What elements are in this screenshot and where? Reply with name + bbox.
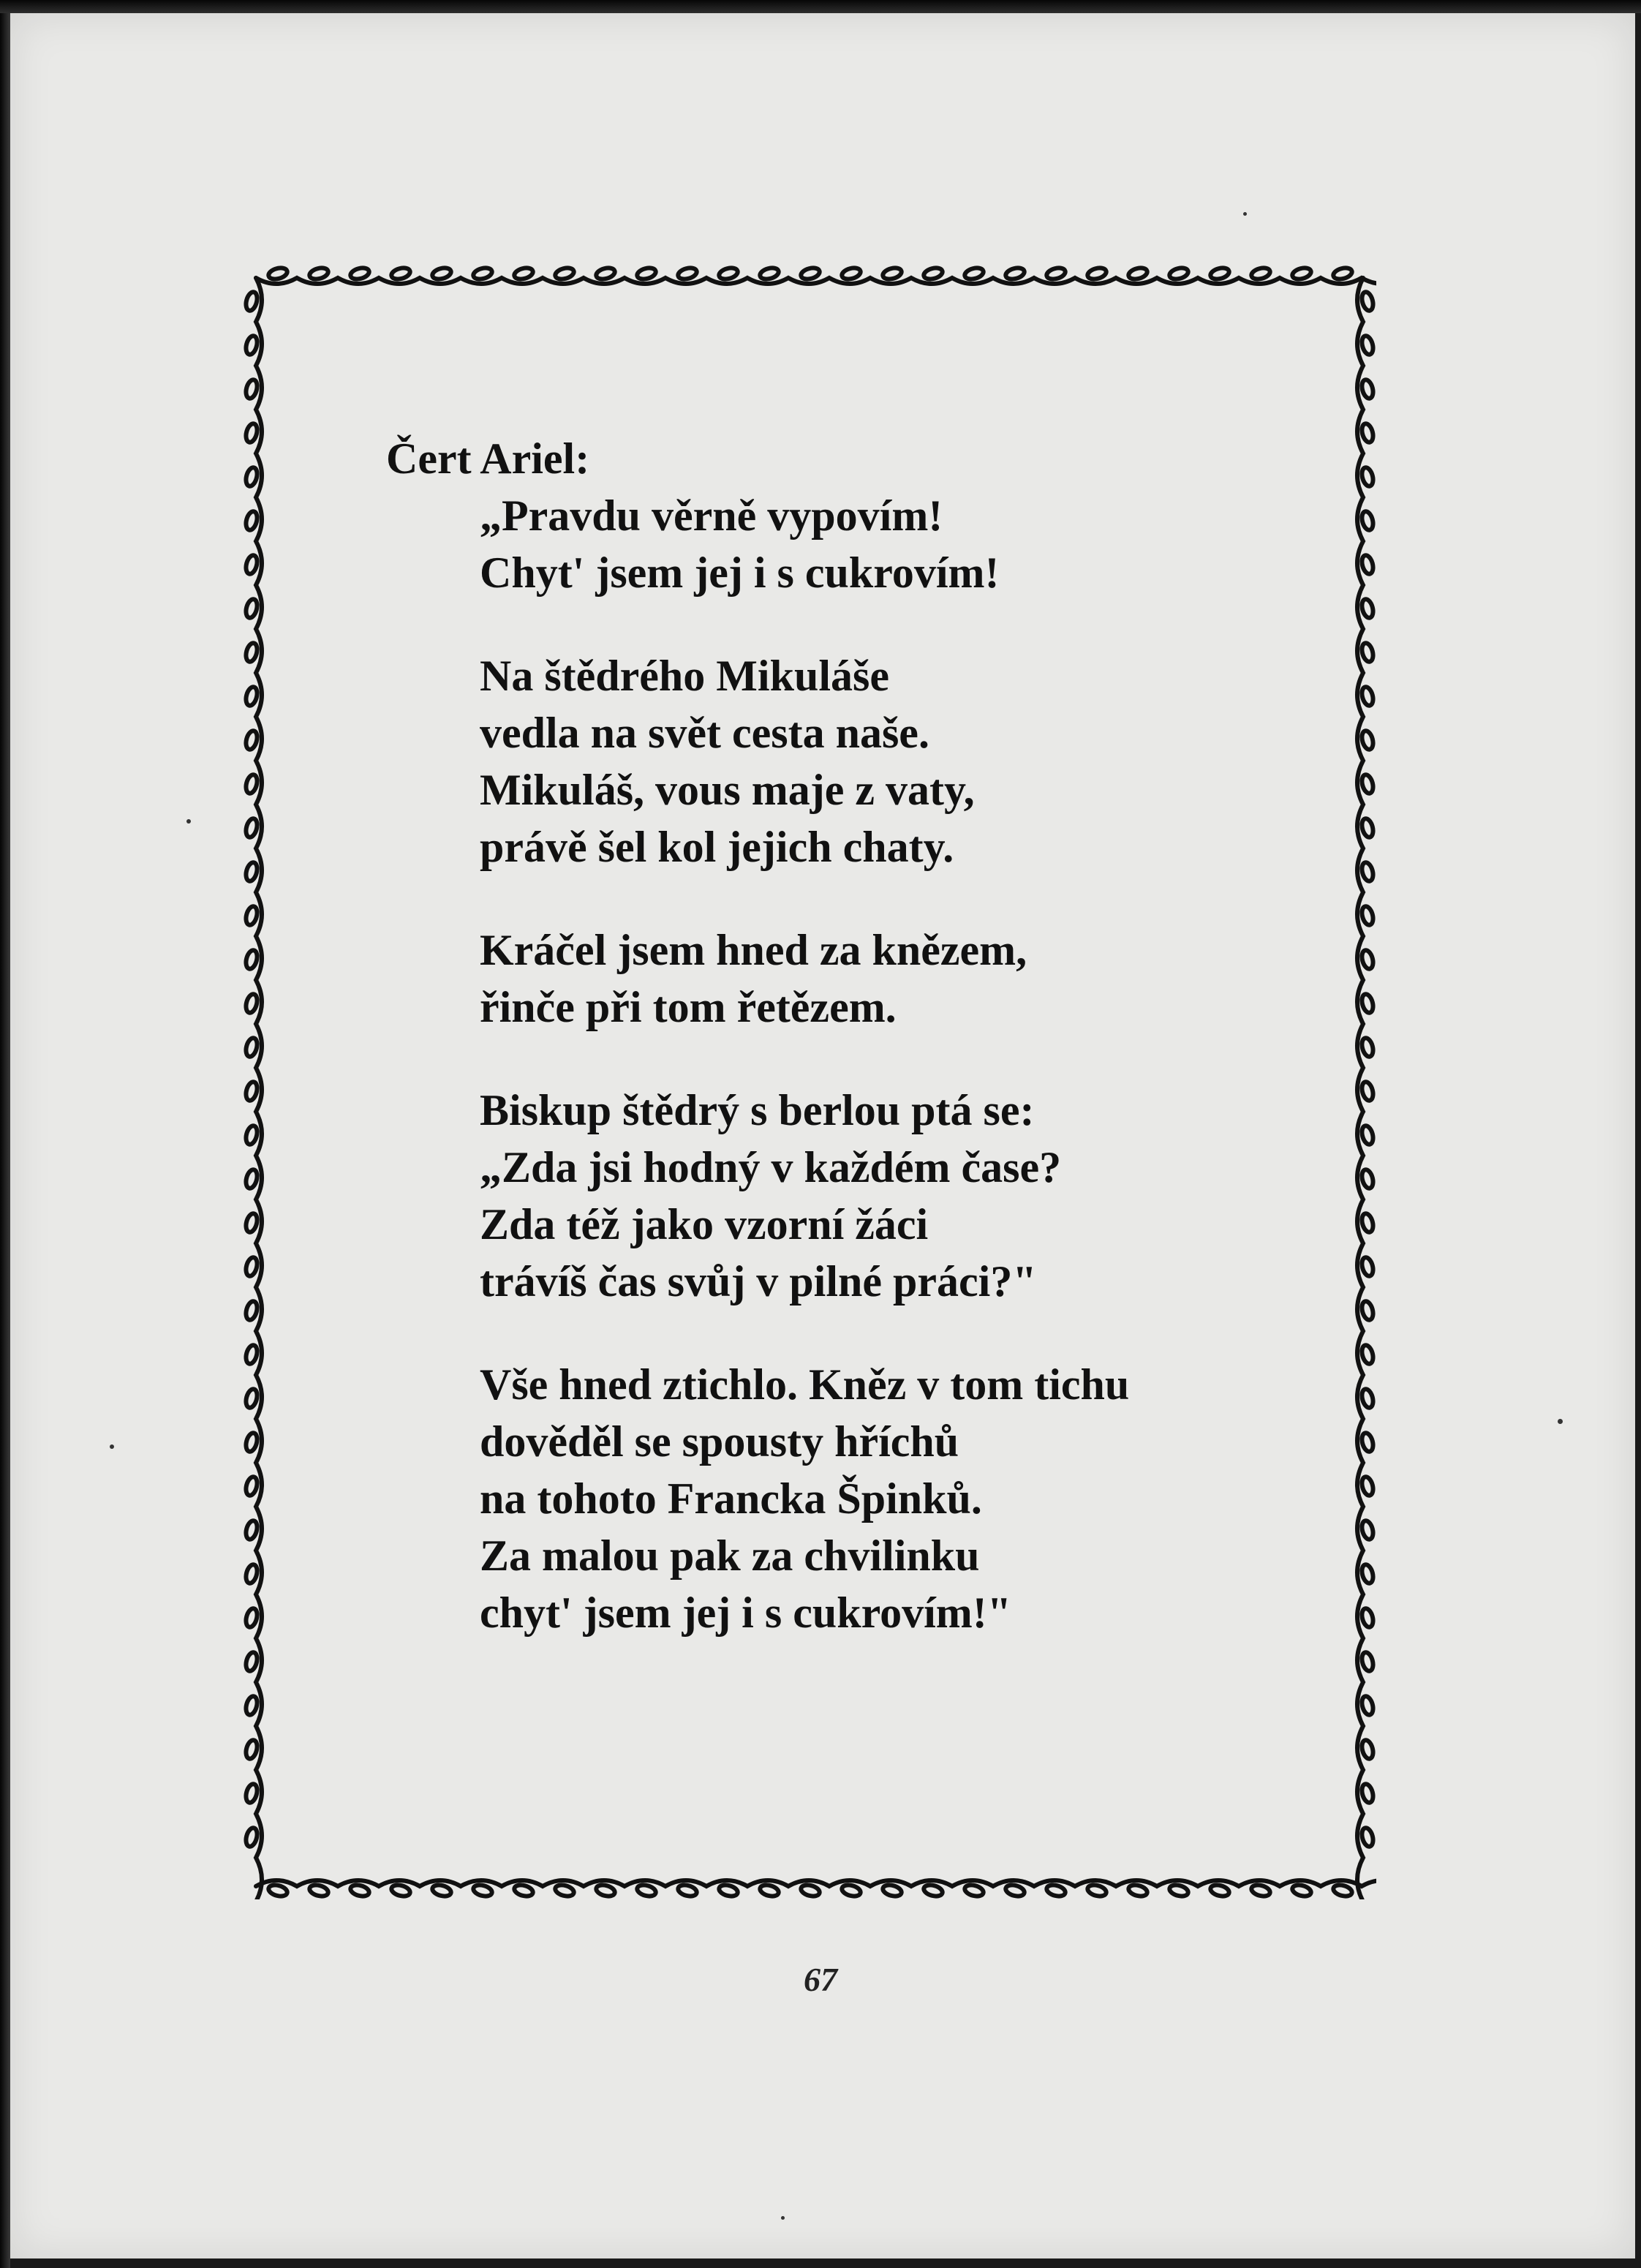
stanza-1 bbox=[480, 487, 1322, 601]
vine-segment bbox=[595, 1883, 616, 1898]
page-number: 67 bbox=[804, 1961, 837, 1998]
vine-segment bbox=[244, 467, 259, 488]
vine-segment bbox=[1210, 266, 1231, 281]
poem-line: Vše hned ztichlo. Kněz v tom tichu bbox=[480, 1360, 1130, 1409]
poem-line: Chyt' jsem jej i s cukrovím! bbox=[480, 549, 1000, 597]
poem-line: trávíš čas svůj v pilné práci?" bbox=[480, 1257, 1037, 1306]
vine-segment bbox=[1360, 1344, 1375, 1365]
vine-segment bbox=[1360, 598, 1375, 619]
vine-segment bbox=[1360, 379, 1375, 400]
vine-segment bbox=[350, 1883, 371, 1898]
vine-segment bbox=[1360, 1125, 1375, 1146]
poem-line: „Pravdu věrně vypovím! bbox=[480, 491, 943, 540]
vine-segment bbox=[1360, 1783, 1375, 1804]
vine-segment bbox=[1360, 774, 1375, 795]
vine-segment bbox=[244, 730, 259, 751]
vine-segment bbox=[268, 1883, 289, 1898]
vine-segment bbox=[1360, 1827, 1375, 1848]
vine-segment bbox=[1360, 1476, 1375, 1497]
vine-segment bbox=[1250, 1883, 1272, 1898]
scan-left-edge bbox=[0, 0, 10, 2268]
vine-segment bbox=[1210, 1883, 1231, 1898]
vine-segment bbox=[800, 266, 821, 281]
vine-segment bbox=[1360, 1651, 1375, 1673]
vine-segment bbox=[1360, 1169, 1375, 1190]
vine-segment bbox=[244, 1520, 259, 1541]
vine-segment bbox=[964, 266, 985, 281]
vine-segment bbox=[636, 1883, 657, 1898]
vine-segment bbox=[841, 1883, 862, 1898]
vine-segment bbox=[350, 266, 371, 281]
vine-segment bbox=[513, 266, 535, 281]
poem-line: Biskup štědrý s berlou ptá se: bbox=[480, 1086, 1035, 1134]
vine-segment bbox=[1360, 642, 1375, 663]
vine-segment bbox=[1169, 266, 1190, 281]
vine-segment bbox=[513, 1883, 535, 1898]
vine-segment bbox=[244, 598, 259, 619]
vine-segment bbox=[1360, 511, 1375, 532]
vine-segment bbox=[1332, 1883, 1354, 1898]
speaker-label: Čert Ariel: bbox=[386, 434, 590, 483]
vine-segment bbox=[1360, 467, 1375, 488]
vine-segment bbox=[244, 905, 259, 927]
vine-segment bbox=[1360, 423, 1375, 444]
vine-segment bbox=[244, 1695, 259, 1717]
vine-segment bbox=[244, 291, 259, 312]
vine-segment bbox=[759, 1883, 780, 1898]
vine-segment bbox=[244, 818, 259, 839]
vine-segment bbox=[1360, 1388, 1375, 1409]
vine-segment bbox=[1046, 266, 1067, 281]
vine-segment bbox=[244, 1037, 259, 1058]
vine-segment bbox=[268, 266, 289, 281]
dust-speck bbox=[1243, 212, 1247, 216]
vine-segment bbox=[244, 423, 259, 444]
poem-block bbox=[386, 430, 1322, 1687]
scan-top-edge bbox=[0, 0, 1641, 13]
vine-segment bbox=[472, 266, 494, 281]
vine-segment bbox=[431, 266, 453, 281]
vine-segment bbox=[309, 266, 330, 281]
vine-segment bbox=[1360, 1608, 1375, 1629]
vine-segment bbox=[1360, 1432, 1375, 1453]
vine-segment bbox=[800, 1883, 821, 1898]
vine-segment bbox=[1128, 1883, 1149, 1898]
vine-segment bbox=[1360, 862, 1375, 883]
poem-line: Na štědrého Mikuláše bbox=[480, 652, 889, 700]
vine-segment bbox=[964, 1883, 985, 1898]
vine-segment bbox=[1360, 905, 1375, 927]
vine-segment bbox=[1360, 554, 1375, 576]
vine-segment bbox=[1360, 1257, 1375, 1278]
vine-segment bbox=[595, 266, 616, 281]
vine-segment bbox=[244, 1213, 259, 1234]
vine-segment bbox=[1360, 686, 1375, 707]
poem-line: Mikuláš, vous maje z vaty, bbox=[480, 766, 975, 814]
vine-segment bbox=[923, 266, 944, 281]
vine-segment bbox=[718, 266, 739, 281]
vine-segment bbox=[718, 1883, 739, 1898]
vine-segment bbox=[244, 1739, 259, 1760]
vine-segment bbox=[1291, 1883, 1313, 1898]
vine-segment bbox=[882, 266, 903, 281]
vine-segment bbox=[1360, 1300, 1375, 1322]
vine-segment bbox=[759, 266, 780, 281]
vine-segment bbox=[244, 642, 259, 663]
vine-segment bbox=[841, 266, 862, 281]
vine-segment bbox=[1360, 1520, 1375, 1541]
vine-segment bbox=[1046, 1883, 1067, 1898]
poem-line: chyt' jsem jej i s cukrovím!" bbox=[480, 1589, 1012, 1637]
vine-segment bbox=[923, 1883, 944, 1898]
vine-segment bbox=[244, 1608, 259, 1629]
stanza-2 bbox=[480, 647, 1322, 875]
vine-segment bbox=[391, 266, 412, 281]
vine-segment bbox=[1360, 993, 1375, 1014]
vine-segment bbox=[244, 949, 259, 971]
dust-speck bbox=[781, 2216, 785, 2220]
vine-segment bbox=[1291, 266, 1313, 281]
vine-segment bbox=[1087, 1883, 1108, 1898]
vine-segment bbox=[636, 266, 657, 281]
vine-segment bbox=[244, 554, 259, 576]
vine-segment bbox=[244, 1432, 259, 1453]
dust-speck bbox=[1558, 1419, 1563, 1424]
poem-line: Kráčel jsem hned za knězem, bbox=[480, 926, 1027, 974]
stanza-5 bbox=[480, 1356, 1322, 1641]
vine-segment bbox=[244, 1257, 259, 1278]
vine-segment bbox=[1360, 1037, 1375, 1058]
poem-line: Zda též jako vzorní žáci bbox=[480, 1200, 929, 1248]
vine-segment bbox=[554, 1883, 576, 1898]
vine-segment bbox=[244, 1476, 259, 1497]
dust-speck bbox=[110, 1444, 114, 1449]
vine-segment bbox=[391, 1883, 412, 1898]
poem-line: řinče při tom řetězem. bbox=[480, 983, 897, 1031]
stanza-3 bbox=[480, 922, 1322, 1036]
poem-line: dověděl se spousty hříchů bbox=[480, 1417, 959, 1466]
vine-segment bbox=[1360, 730, 1375, 751]
vine-segment bbox=[472, 1883, 494, 1898]
poem-line: na tohoto Francka Špinků. bbox=[480, 1474, 982, 1523]
vine-segment bbox=[1360, 1739, 1375, 1760]
vine-segment bbox=[244, 686, 259, 707]
vine-segment bbox=[1087, 266, 1108, 281]
vine-segment bbox=[244, 1564, 259, 1585]
dust-speck bbox=[186, 819, 191, 824]
vine-segment bbox=[1360, 949, 1375, 971]
vine-segment bbox=[244, 1300, 259, 1322]
vine-segment bbox=[1169, 1883, 1190, 1898]
vine-segment bbox=[244, 1783, 259, 1804]
vine-segment bbox=[1360, 1213, 1375, 1234]
vine-segment bbox=[431, 1883, 453, 1898]
vine-segment bbox=[244, 862, 259, 883]
vine-segment bbox=[1005, 266, 1026, 281]
poem-line: „Zda jsi hodný v každém čase? bbox=[480, 1143, 1062, 1191]
vine-segment bbox=[554, 266, 576, 281]
vine-segment bbox=[244, 379, 259, 400]
vine-segment bbox=[244, 1388, 259, 1409]
vine-segment bbox=[1005, 1883, 1026, 1898]
vine-segment bbox=[1360, 1695, 1375, 1717]
vine-segment bbox=[1128, 266, 1149, 281]
vine-segment bbox=[244, 1344, 259, 1365]
poem-line: Za malou pak za chvilinku bbox=[480, 1532, 980, 1580]
vine-segment bbox=[244, 1169, 259, 1190]
vine-segment bbox=[309, 1883, 330, 1898]
vine-segment bbox=[1360, 291, 1375, 312]
vine-segment bbox=[882, 1883, 903, 1898]
poem-line: vedla na svět cesta naše. bbox=[480, 709, 929, 757]
vine-segment bbox=[244, 1081, 259, 1102]
vine-segment bbox=[1250, 266, 1272, 281]
vine-segment bbox=[1360, 1564, 1375, 1585]
vine-segment bbox=[244, 1827, 259, 1848]
vine-segment bbox=[1332, 266, 1354, 281]
vine-segment bbox=[1360, 818, 1375, 839]
vine-segment bbox=[244, 993, 259, 1014]
vine-segment bbox=[244, 511, 259, 532]
stanza-4 bbox=[480, 1082, 1322, 1310]
vine-segment bbox=[677, 266, 698, 281]
vine-segment bbox=[244, 335, 259, 356]
vine-segment bbox=[244, 1651, 259, 1673]
vine-segment bbox=[1360, 335, 1375, 356]
vine-segment bbox=[244, 774, 259, 795]
vine-segment bbox=[244, 1125, 259, 1146]
poem-line: právě šel kol jejich chaty. bbox=[480, 823, 954, 871]
vine-segment bbox=[677, 1883, 698, 1898]
vine-segment bbox=[1360, 1081, 1375, 1102]
